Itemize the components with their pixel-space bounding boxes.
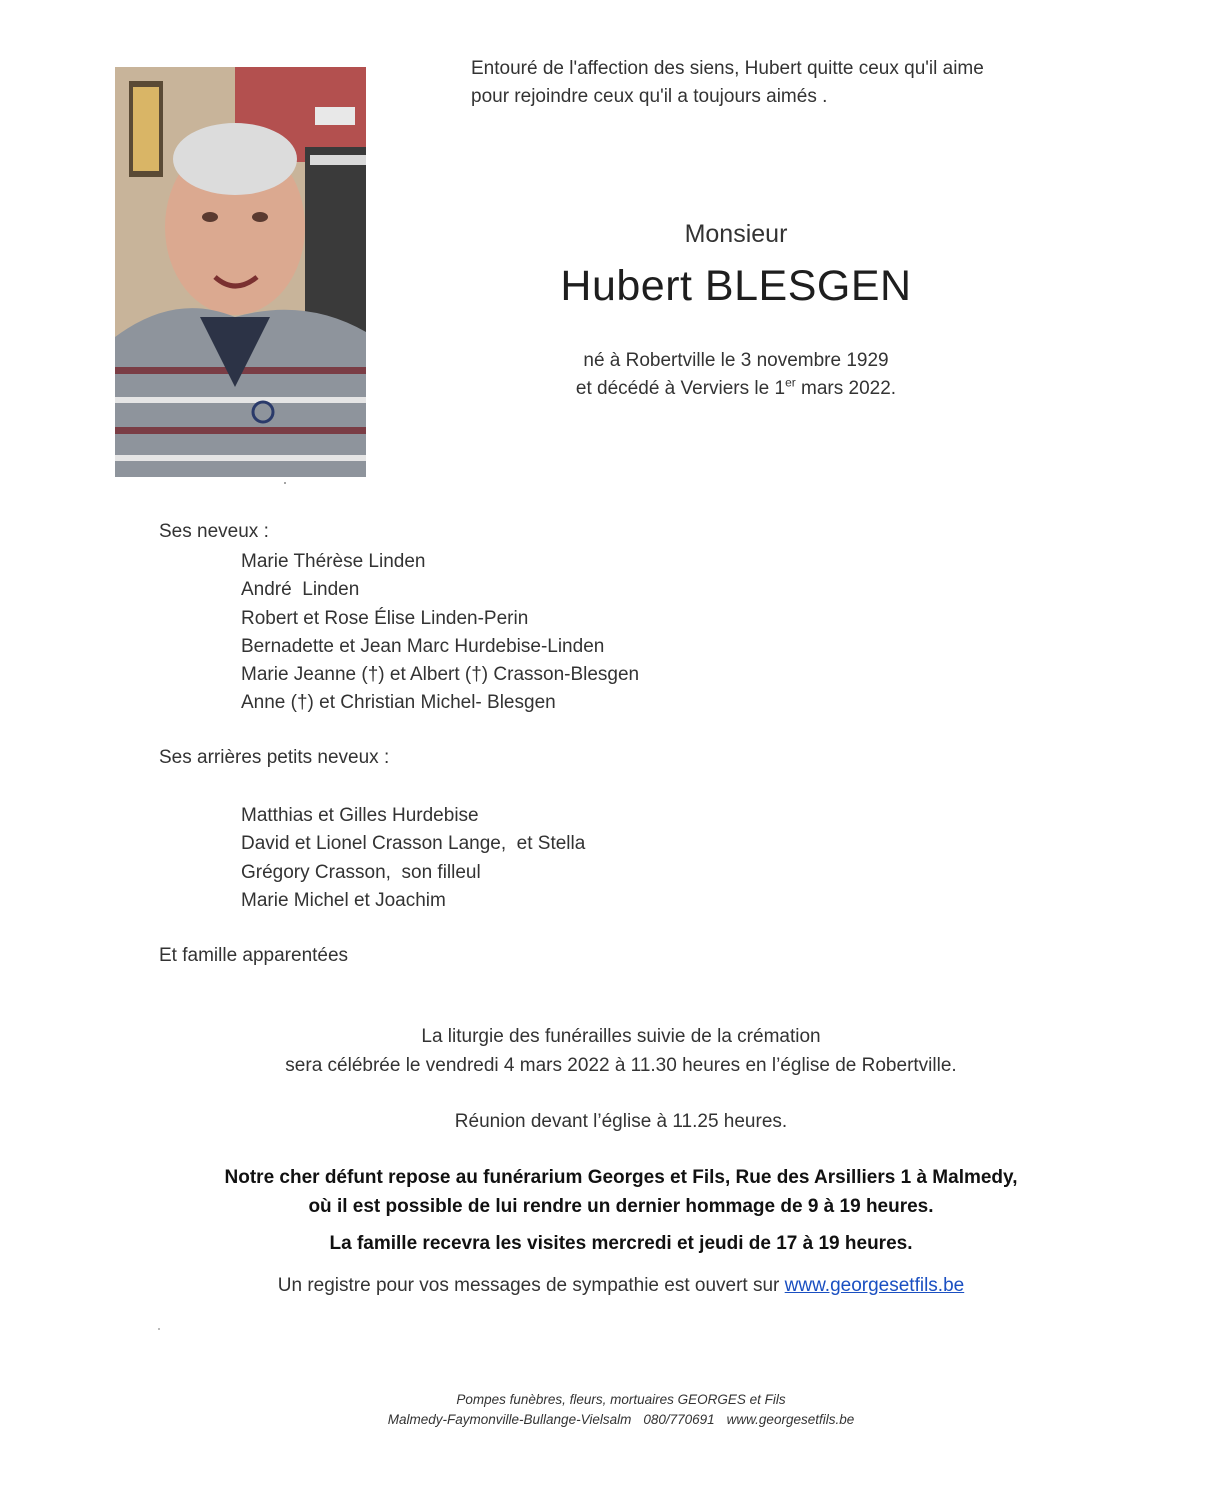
ceremony-text	[107, 1023, 1135, 1080]
list-item: Marie Michel et Joachim	[241, 889, 446, 911]
deceased-name: Hubert BLESGEN	[560, 262, 912, 310]
grand-nephews-heading: Ses arrières petits neveux :	[159, 747, 390, 768]
ceremony-line-1: La liturgie des funérailles suivie de la crémation	[421, 1026, 821, 1047]
death-ordinal: er	[785, 375, 796, 390]
family-line: Et famille apparentées	[159, 945, 349, 966]
nephews-list	[241, 548, 639, 718]
photo-marker	[284, 482, 286, 484]
intro-line-2: pour rejoindre ceux qu'il a toujours aimés .	[471, 86, 828, 107]
list-item: Anne (†) et Christian Michel- Blesgen	[241, 692, 556, 714]
list-item: Robert et Rose Élise Linden-Perin	[241, 607, 529, 629]
registry-text: Un registre pour vos messages de sympathie est ouvert sur	[277, 1275, 785, 1296]
honorific: Monsieur	[684, 220, 788, 248]
visits-line: La famille recevra les visites mercredi et jeudi de 17 à 19 heures.	[329, 1233, 913, 1254]
intro-line-1: Entouré de l'affection des siens, Hubert quitte ceux qu'il aime	[471, 58, 984, 79]
list-item: Bernadette et Jean Marc Hurdebise-Linden	[241, 635, 605, 657]
portrait-photo	[115, 67, 366, 477]
birth-line: né à Robertville le 3 novembre 1929	[583, 350, 889, 371]
list-item: Matthias et Gilles Hurdebise	[241, 805, 479, 826]
ceremony-line-2: sera célébrée le vendredi 4 mars 2022 à 11.30 heures en l’église de Robertville.	[285, 1054, 957, 1076]
page-marker	[158, 1328, 160, 1330]
list-item: Marie Thérèse Linden	[241, 551, 426, 572]
life-dates	[486, 347, 986, 403]
death-line	[486, 375, 986, 403]
footer-towns: Malmedy-Faymonville-Bullange-Vielsalm	[387, 1412, 632, 1427]
footer-line-1: Pompes funèbres, fleurs, mortuaires GEORGES et Fils	[456, 1392, 786, 1407]
footer-phone: 080/770691	[643, 1412, 715, 1427]
registry-line	[107, 1272, 1135, 1301]
meeting-line: Réunion devant l’église à 11.25 heures.	[454, 1111, 788, 1132]
intro-quote	[471, 55, 1091, 111]
list-item: André Linden	[241, 579, 360, 601]
footer	[107, 1390, 1135, 1430]
funerarium-text	[107, 1164, 1135, 1221]
death-suffix: mars 2022.	[795, 378, 897, 399]
funerarium-line-2: où il est possible de lui rendre un dernier hommage de 9 à 19 heures.	[308, 1195, 934, 1217]
death-prefix: et décédé à Verviers le 1	[575, 378, 786, 399]
registry-link[interactable]: www.georgesetfils.be	[784, 1275, 965, 1296]
funerarium-line-1: Notre cher défunt repose au funérarium Georges et Fils, Rue des Arsilliers 1 à Malmedy,	[224, 1167, 1018, 1188]
footer-website: www.georgesetfils.be	[726, 1412, 855, 1427]
list-item: David et Lionel Crasson Lange, et Stella	[241, 833, 586, 855]
nephews-heading: Ses neveux :	[159, 521, 269, 542]
list-item: Marie Jeanne (†) et Albert (†) Crasson-Blesgen	[241, 664, 640, 686]
footer-line-2	[107, 1410, 1135, 1430]
list-item: Grégory Crasson, son filleul	[241, 861, 481, 883]
grand-nephews-list	[241, 802, 585, 915]
